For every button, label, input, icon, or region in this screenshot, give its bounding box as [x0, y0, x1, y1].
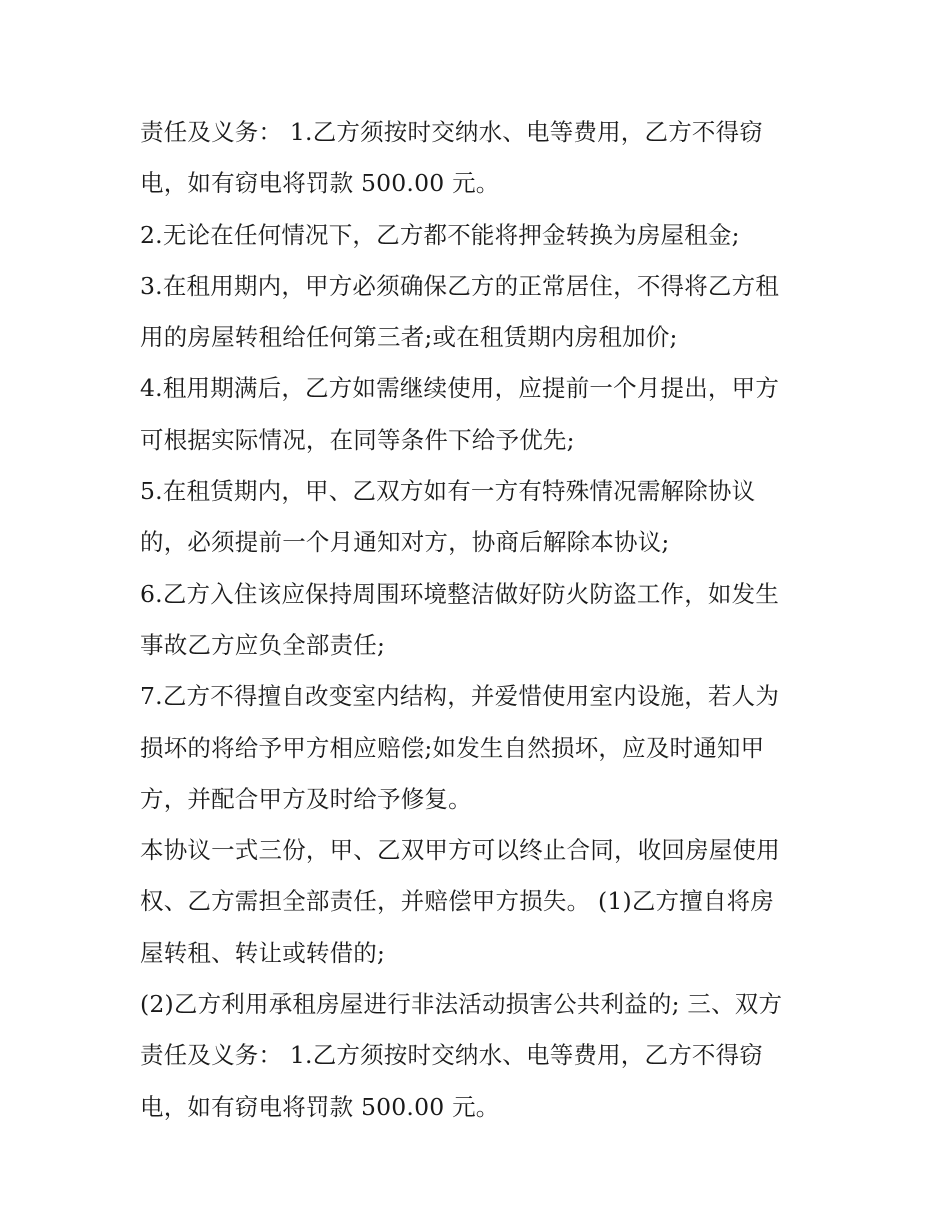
text-line: 的，必须提前一个月通知对方，协商后解除本协议;	[140, 528, 670, 557]
text-line: 用的房屋转租给任何第三者;或在租赁期内房租加价;	[140, 323, 678, 352]
text-line: 3.在租用期内，甲方必须确保乙方的正常居住，不得将乙方租	[140, 271, 780, 300]
text-line: 电，如有窃电将罚款 500.00 元。	[140, 169, 500, 198]
text-line: 权、乙方需担全部责任，并赔偿甲方损失。 (1)乙方擅自将房	[140, 887, 775, 916]
text-line: 损坏的将给予甲方相应赔偿;如发生自然损坏，应及时通知甲	[140, 733, 765, 762]
text-line: 本协议一式三份，甲、乙双甲方可以终止合同，收回房屋使用	[140, 836, 780, 865]
text-line: (2)乙方利用承租房屋进行非法活动损害公共利益的; 三、双方	[140, 990, 783, 1019]
text-line: 责任及义务： 1.乙方须按时交纳水、电等费用，乙方不得窃	[140, 1041, 763, 1070]
text-line: 电，如有窃电将罚款 500.00 元。	[140, 1092, 500, 1121]
text-line: 方，并配合甲方及时给予修复。	[140, 784, 472, 813]
text-line: 6.乙方入住该应保持周围环境整洁做好防火防盗工作，如发生	[140, 579, 780, 608]
document-body	[140, 107, 820, 1133]
text-line: 5.在租赁期内，甲、乙双方如有一方有特殊情况需解除协议	[140, 477, 756, 506]
text-line: 事故乙方应负全部责任;	[140, 630, 386, 659]
text-line: 责任及义务： 1.乙方须按时交纳水、电等费用，乙方不得窃	[140, 118, 763, 146]
text-line: 屋转租、转让或转借的;	[140, 938, 386, 967]
text-line: 4.租用期满后，乙方如需继续使用，应提前一个月提出，甲方	[140, 374, 780, 403]
text-line: 7.乙方不得擅自改变室内结构，并爱惜使用室内设施，若人为	[140, 682, 780, 711]
text-line: 2.无论在任何情况下，乙方都不能将押金转换为房屋租金;	[140, 220, 740, 249]
text-line: 可根据实际情况，在同等条件下给予优先;	[140, 425, 575, 454]
